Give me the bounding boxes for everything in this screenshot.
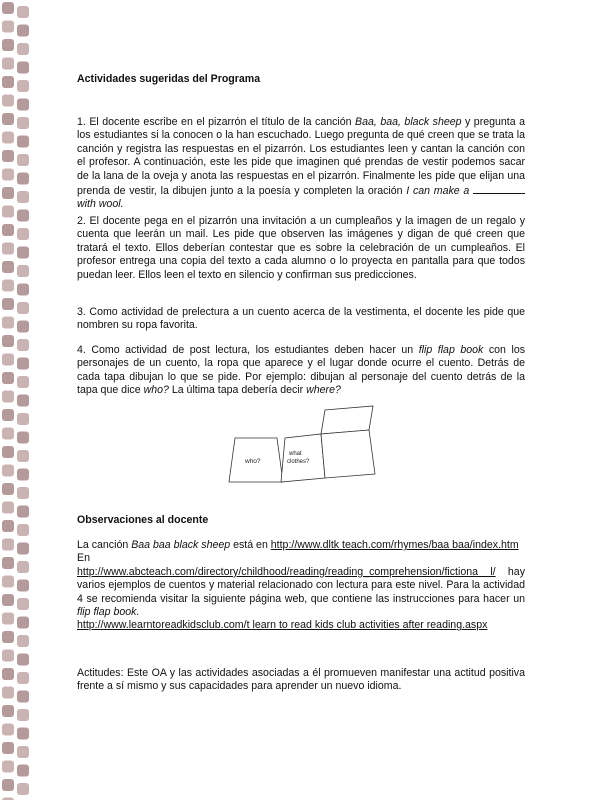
strip-square bbox=[2, 613, 14, 625]
strip-square bbox=[17, 99, 29, 111]
strip-square bbox=[2, 668, 14, 680]
strip-square bbox=[17, 265, 29, 277]
activity-4-text-c: La última tapa debería decir bbox=[168, 384, 307, 397]
strip-square bbox=[2, 58, 14, 70]
strip-square bbox=[17, 765, 29, 777]
strip-square bbox=[2, 224, 14, 236]
fill-in-blank bbox=[473, 183, 525, 194]
strip-square bbox=[17, 598, 29, 610]
strip-square bbox=[2, 39, 14, 51]
activity-4 bbox=[77, 344, 525, 398]
strip-square bbox=[17, 746, 29, 758]
observations-heading: Observaciones al docente bbox=[77, 514, 209, 526]
flip-flap-book-figure bbox=[225, 398, 385, 488]
strip-square bbox=[17, 783, 29, 795]
strip-square bbox=[17, 654, 29, 666]
activity-3: 3. Como actividad de prelectura a un cuento acerca de la vestimenta, el docente les pide que nombren su ropa favorita. bbox=[77, 306, 525, 332]
strip-square bbox=[2, 150, 14, 162]
strip-square bbox=[17, 709, 29, 721]
strip-square bbox=[17, 395, 29, 407]
strip-square bbox=[2, 391, 14, 403]
strip-square bbox=[17, 617, 29, 629]
link-dltk[interactable]: http://www.dltk teach.com/rhymes/baa baa/index.htm bbox=[270, 539, 519, 551]
strip-square bbox=[17, 672, 29, 684]
strip-square bbox=[2, 428, 14, 440]
strip-square bbox=[17, 376, 29, 388]
strip-square bbox=[2, 594, 14, 606]
strip-square bbox=[17, 136, 29, 148]
strip-square bbox=[2, 483, 14, 495]
strip-square bbox=[2, 650, 14, 662]
strip-square bbox=[2, 298, 14, 310]
activity-4-where: where? bbox=[306, 384, 341, 397]
strip-square bbox=[2, 372, 14, 384]
strip-square bbox=[2, 187, 14, 199]
strip-square bbox=[17, 173, 29, 185]
strip-square bbox=[2, 243, 14, 255]
strip-square bbox=[2, 335, 14, 347]
strip-square bbox=[2, 631, 14, 643]
strip-square bbox=[17, 117, 29, 129]
strip-square bbox=[17, 487, 29, 499]
activity-4-text-b: con los personajes de un cuento, la ropa que aparece y el lugar donde ocurre el cuento. Detrás de cada tapa dibujan lo que se pide. Por ejemplo: dibujan al personaje del cuento detrás de la tapa que dice bbox=[77, 344, 526, 397]
flap-where-top bbox=[321, 406, 373, 434]
obs-text-c: hay varios ejemplos de cuentos y material relacionado con lectura para este nivel. bbox=[77, 565, 525, 592]
strip-square bbox=[17, 228, 29, 240]
strip-square bbox=[2, 113, 14, 125]
notebook-binding-strip bbox=[0, 0, 36, 800]
activity-1-sentence-start: I can make a bbox=[406, 185, 470, 198]
strip-square bbox=[17, 25, 29, 37]
strip-square bbox=[17, 247, 29, 259]
strip-square bbox=[17, 413, 29, 425]
strip-square bbox=[2, 761, 14, 773]
strip-square bbox=[2, 132, 14, 144]
strip-square bbox=[2, 742, 14, 754]
strip-square bbox=[17, 524, 29, 536]
strip-square bbox=[17, 635, 29, 647]
activity-1 bbox=[77, 116, 525, 212]
flap-clothes bbox=[281, 434, 325, 482]
strip-square bbox=[2, 409, 14, 421]
strip-square bbox=[2, 169, 14, 181]
strip-square bbox=[2, 2, 14, 14]
strip-square bbox=[17, 284, 29, 296]
strip-square bbox=[17, 210, 29, 222]
strip-square bbox=[2, 206, 14, 218]
strip-square bbox=[17, 80, 29, 92]
attitudes-paragraph: Actitudes: Este OA y las actividades asociadas a él promueven manifestar una actitud positiva frente a sí mismo y sus capacidades para aprender un nuevo idioma. bbox=[77, 667, 525, 693]
link-learntoread[interactable]: http://www.learntoreadkidsclub.com/t learn to read kids club activities after reading.aspx bbox=[77, 619, 488, 632]
strip-square bbox=[2, 280, 14, 292]
strip-square bbox=[2, 317, 14, 329]
strip-square bbox=[2, 520, 14, 532]
strip-square bbox=[17, 6, 29, 18]
strip-square bbox=[2, 76, 14, 88]
strip-square bbox=[17, 450, 29, 462]
obs-text-b: está en bbox=[230, 539, 271, 551]
strip-square bbox=[17, 691, 29, 703]
activity-4-term: flip flap book bbox=[418, 344, 484, 356]
observations-body bbox=[77, 539, 525, 633]
strip-square bbox=[2, 261, 14, 273]
strip-square bbox=[2, 465, 14, 477]
strip-square bbox=[2, 779, 14, 791]
strip-square bbox=[17, 358, 29, 370]
strip-square bbox=[17, 561, 29, 573]
strip-square bbox=[17, 154, 29, 166]
strip-square bbox=[2, 705, 14, 717]
strip-square bbox=[2, 576, 14, 588]
strip-square bbox=[2, 687, 14, 699]
strip-square bbox=[2, 502, 14, 514]
strip-square bbox=[17, 321, 29, 333]
strip-square bbox=[17, 580, 29, 592]
flap-where-front bbox=[321, 430, 375, 478]
strip-square bbox=[2, 446, 14, 458]
activity-1-sentence-end: with wool. bbox=[77, 198, 124, 211]
activity-1-text-a: 1. El docente escribe en el pizarrón el título de la canción bbox=[77, 116, 356, 128]
activity-4-who: who? bbox=[143, 384, 169, 397]
strip-square bbox=[17, 339, 29, 351]
obs-en: En bbox=[77, 552, 90, 565]
strip-square bbox=[17, 432, 29, 444]
strip-square bbox=[17, 469, 29, 481]
strip-square bbox=[17, 506, 29, 518]
link-abcteach[interactable]: http://www.abcteach.com/directory/childhood/reading/reading_comprehension/fictiona l/ bbox=[77, 565, 496, 578]
strip-square bbox=[2, 21, 14, 33]
activity-1-text-b: y pregunta a los estudiantes si la conocen o la han escuchado. Luego pregunta de qué creen que se trata la canción y registra las respuestas en el pizarrón. Los estudiantes leen y cantan la canción con el profesor. A continuación, este les pide que imaginen qué prendas de vestir podemos sacar de la lana de la oveja y anota las respuestas en el pizarrón. Finalmente les pide que elijan una prenda de vestir, la dibujen junto a la poesía y completen la oración bbox=[77, 116, 526, 198]
obs-text-d: Para la actividad 4 se recomienda visitar la siguiente página web, que contiene las instrucciones para hacer un bbox=[77, 579, 525, 605]
strip-square bbox=[2, 539, 14, 551]
strip-square bbox=[17, 191, 29, 203]
strip-square bbox=[2, 354, 14, 366]
activity-4-text-a: 4. Como actividad de post lectura, los estudiantes deben hacer un bbox=[77, 344, 419, 356]
strip-square bbox=[17, 43, 29, 55]
strip-square bbox=[17, 302, 29, 314]
strip-square bbox=[2, 95, 14, 107]
strip-square bbox=[17, 543, 29, 555]
obs-text-a: La canción bbox=[77, 539, 132, 551]
flap-clothes-label-1: what bbox=[289, 451, 302, 457]
page-title: Actividades sugeridas del Programa bbox=[77, 73, 261, 85]
obs-song-title: Baa baa black sheep bbox=[131, 539, 231, 551]
strip-square bbox=[17, 728, 29, 740]
flap-who-label: who? bbox=[245, 458, 261, 465]
strip-square bbox=[2, 724, 14, 736]
activity-1-song-title: Baa, baa, black sheep bbox=[355, 116, 462, 128]
activity-2: 2. El docente pega en el pizarrón una invitación a un cumpleaños y la imagen de un regalo y cuenta que leerán un mail. Les pide que observen las imágenes y digan de qué creen que tratará el texto. Ellos deberían contestar que es sobre la celebración de un cumpleaños. El profesor entrega una copia del texto a cada alumno o lo proyecta en pantalla para que todos puedan leer. Ellos leen el texto en silencio y confirman sus predicciones. bbox=[77, 215, 525, 281]
strip-square bbox=[17, 62, 29, 74]
strip-square bbox=[2, 557, 14, 569]
flap-clothes-label-2: clothes? bbox=[287, 459, 310, 465]
obs-term: flip flap book. bbox=[77, 606, 140, 619]
